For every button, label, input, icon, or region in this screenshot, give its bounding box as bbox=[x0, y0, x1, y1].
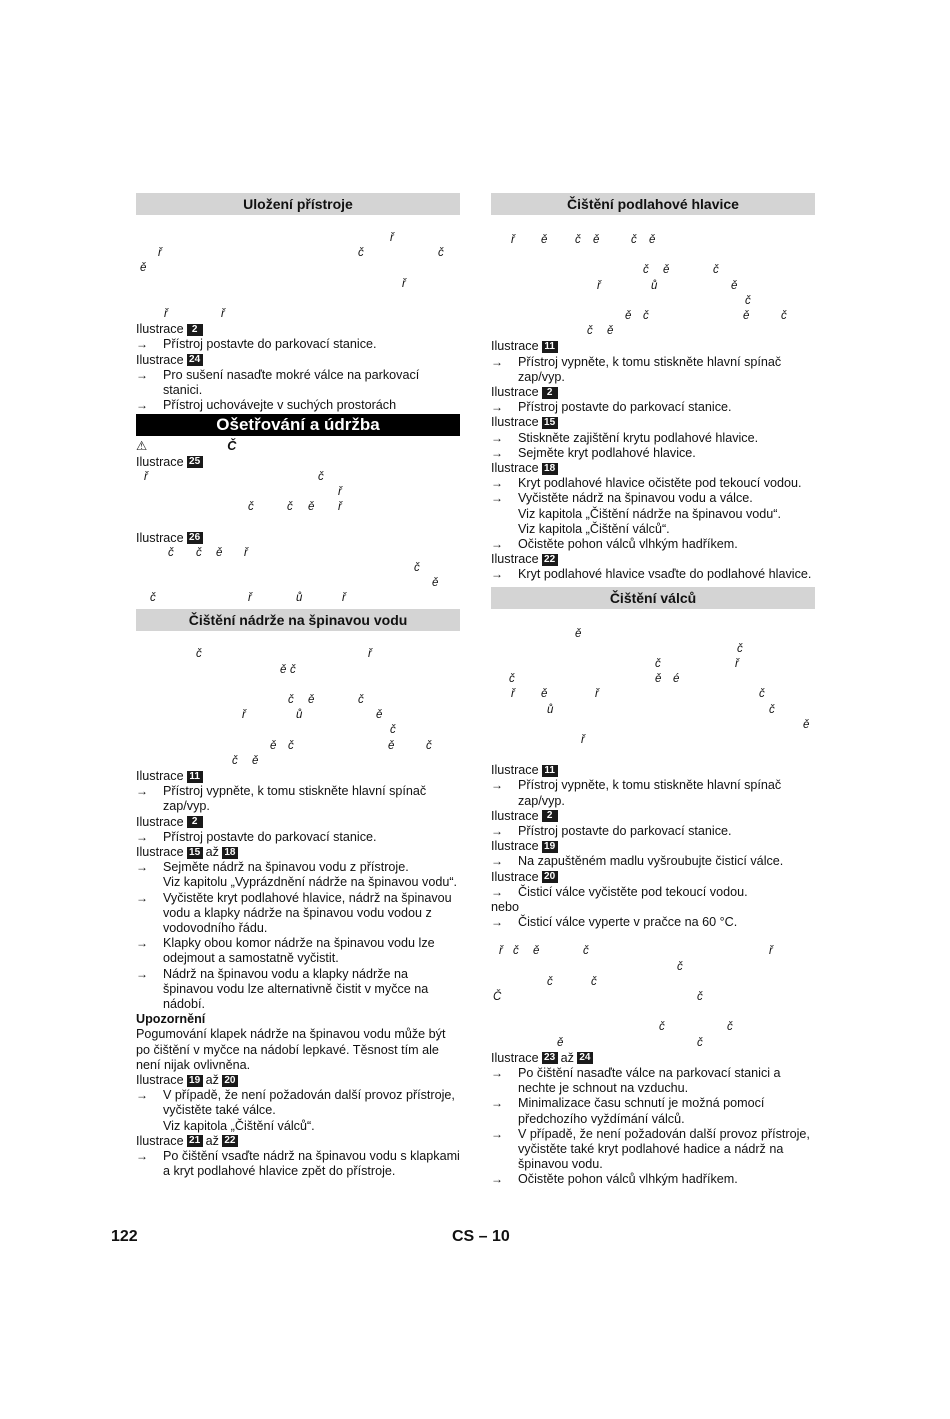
section-title: Uložení přístroje bbox=[136, 193, 460, 215]
garbled-line bbox=[491, 748, 815, 763]
figure-ref: Ilustrace 20 bbox=[491, 870, 815, 885]
figure-ref: Ilustrace 23 až 24 bbox=[491, 1051, 815, 1066]
figure-ref: Ilustrace 11 bbox=[136, 769, 460, 784]
chapter-title: Ošetřování a údržba bbox=[136, 414, 460, 436]
figure-ref: Ilustrace 2 bbox=[136, 815, 460, 830]
step: → Kryt podlahové hlavice očistěte pod tekoucí vodou. bbox=[491, 476, 802, 491]
figure-ref: Ilustrace 25 bbox=[136, 455, 460, 470]
step: → Přístroj vypněte, k tomu stiskněte hlavní spínač zap/vyp. bbox=[491, 354, 782, 384]
garbled-line: č bbox=[737, 642, 743, 655]
garbled-line: ř bbox=[338, 485, 342, 498]
figure-ref: Ilustrace 26 bbox=[136, 531, 460, 546]
step: → Kryt podlahové hlavice vsaďte do podlahové hlavice. bbox=[491, 567, 812, 582]
or-text: nebo bbox=[491, 900, 520, 915]
page-code: CS – 10 bbox=[452, 1228, 510, 1245]
figure-ref: Ilustrace 18 bbox=[491, 461, 815, 476]
figure-ref: Ilustrace 2 bbox=[491, 809, 815, 824]
arrow-icon: → bbox=[491, 884, 503, 899]
garbled-line: ě bbox=[803, 718, 810, 731]
garbled-line: ř č bbox=[144, 470, 324, 483]
step: → Stiskněte zajištění krytu podlahové hlavice. bbox=[491, 430, 759, 445]
garbled-line: ř ů ě bbox=[242, 709, 383, 722]
arrow-icon: → bbox=[136, 966, 148, 981]
step: → Přístroj postavte do parkovací stanice. bbox=[136, 337, 377, 352]
garbled-line bbox=[491, 248, 815, 263]
arrow-icon: → bbox=[491, 854, 503, 869]
arrow-icon: → bbox=[491, 445, 503, 460]
step: → V případě, že není požadován další provoz přístroje, vyčistěte také válce. bbox=[136, 1088, 455, 1118]
right-column bbox=[491, 193, 815, 1188]
garbled-line: ě č bbox=[280, 663, 296, 676]
step: → Na zapuštěném madlu vyšroubujte čisticí válce. bbox=[491, 854, 784, 869]
note-text: Pogumování klapek nádrže na špinavou vodu může být po čištění v myčce na nádobí lepkavé. Těsnost tím ale není nijak ovlivněna. bbox=[136, 1027, 446, 1072]
garbled-line: č bbox=[414, 561, 420, 574]
arrow-icon: → bbox=[136, 1149, 148, 1164]
garbled-line: č č ě ř bbox=[248, 501, 342, 514]
arrow-icon: → bbox=[491, 1096, 503, 1111]
section-title: Čištění podlahové hlavice bbox=[491, 193, 815, 215]
warning-icon: ⚠ bbox=[136, 439, 148, 454]
garbled-line: č č ě ř bbox=[168, 546, 248, 559]
garbled-line: ř č ě č ř bbox=[499, 945, 773, 958]
step: → Přístroj vypněte, k tomu stiskněte hlavní spínač zap/vyp. bbox=[491, 778, 782, 808]
garbled-line: č ř ů ř bbox=[150, 592, 346, 605]
arrow-icon: → bbox=[491, 1172, 503, 1187]
garbled-line: č ě bbox=[232, 754, 259, 767]
step: → Přístroj postavte do parkovací stanice. bbox=[136, 829, 377, 844]
garbled-line: č bbox=[390, 724, 396, 737]
step: → Sejměte kryt podlahové hlavice. bbox=[491, 445, 696, 460]
step: → Přístroj postavte do parkovací stanice. bbox=[491, 824, 732, 839]
section-title: Čištění válců bbox=[491, 587, 815, 609]
left-column bbox=[136, 193, 460, 1179]
figure-ref: Ilustrace 24 bbox=[136, 353, 460, 368]
page-number: 122 bbox=[111, 1228, 138, 1245]
garbled-line: ř bbox=[402, 277, 406, 290]
garbled-line: ě č ě č bbox=[270, 739, 432, 752]
arrow-icon: → bbox=[136, 398, 148, 413]
garbled-line: č ě č bbox=[643, 264, 719, 277]
figure-ref: Ilustrace 11 bbox=[491, 339, 815, 354]
step: → Po čištění nasaďte válce na parkovací stanici a nechte je schnout na vzduchu. bbox=[491, 1066, 781, 1096]
garbled-line bbox=[136, 678, 460, 693]
section-title: Čištění nádrže na špinavou vodu bbox=[136, 609, 460, 631]
figure-ref: Ilustrace 19 až 20 bbox=[136, 1073, 460, 1088]
figure-ref: Ilustrace 2 bbox=[491, 385, 815, 400]
arrow-icon: → bbox=[136, 936, 148, 951]
step: → Nádrž na špinavou vodu a klapky nádrže na špinavou vodu lze alternativně čistit v myčce na nádobí. bbox=[136, 966, 429, 1011]
garbled-line bbox=[491, 1005, 815, 1020]
arrow-icon: → bbox=[491, 491, 503, 506]
arrow-icon: → bbox=[491, 567, 503, 582]
figure-ref: Ilustrace 11 bbox=[491, 763, 815, 778]
arrow-icon: → bbox=[491, 824, 503, 839]
arrow-icon: → bbox=[491, 915, 503, 930]
arrow-icon: → bbox=[136, 860, 148, 875]
step: → Přístroj vypněte, k tomu stiskněte hlavní spínač zap/vyp. bbox=[136, 784, 427, 814]
arrow-icon: → bbox=[136, 367, 148, 382]
garbled-line: č ř bbox=[655, 657, 739, 670]
figure-ref: Ilustrace 15 až 18 bbox=[136, 845, 460, 860]
garbled-line: č č bbox=[659, 1021, 733, 1034]
garbled-line: ř ě ř č bbox=[511, 688, 765, 701]
garbled-line: ř ř bbox=[164, 307, 225, 320]
arrow-icon: → bbox=[491, 476, 503, 491]
arrow-icon: → bbox=[136, 337, 148, 352]
garbled-line: ů č bbox=[547, 703, 775, 716]
garbled-line: č ě é bbox=[509, 673, 680, 686]
garbled-line: ř č č bbox=[158, 247, 444, 260]
step: → Čisticí válce vyčistěte pod tekoucí vodou. bbox=[491, 884, 748, 899]
arrow-icon: → bbox=[491, 430, 503, 445]
arrow-icon: → bbox=[491, 400, 503, 415]
step-note: Viz kapitolu „Vyprázdnění nádrže na špinavou vodu“. bbox=[163, 875, 458, 890]
step: → Vyčistěte nádrž na špinavou vodu a válce. bbox=[491, 491, 753, 506]
figure-ref: Ilustrace 19 bbox=[491, 839, 815, 854]
figure-ref: Ilustrace 22 bbox=[491, 552, 815, 567]
note-title: Upozornění bbox=[136, 1012, 206, 1027]
figure-ref: Ilustrace 21 až 22 bbox=[136, 1134, 460, 1149]
warning-line: ⚠ Č bbox=[136, 439, 237, 454]
step: → Pro sušení nasaďte mokré válce na parkovací stanici. bbox=[136, 367, 420, 397]
garbled-line: č č bbox=[547, 975, 597, 988]
arrow-icon: → bbox=[491, 536, 503, 551]
step: → Sejměte nádrž na špinavou vodu z přístroje. bbox=[136, 860, 409, 875]
step: → Očistěte pohon válců vlhkým hadříkem. bbox=[491, 1172, 738, 1187]
garbled-line: ě bbox=[140, 262, 147, 275]
arrow-icon: → bbox=[136, 1088, 148, 1103]
step-note: Viz kapitola „Čištění nádrže na špinavou vodu“. bbox=[518, 506, 781, 521]
garbled-line: ě č ě č bbox=[625, 309, 787, 322]
arrow-icon: → bbox=[491, 1066, 503, 1080]
garbled-line: č bbox=[677, 960, 683, 973]
step-note: Viz kapitola „Čištění válců“. bbox=[518, 521, 670, 536]
arrow-icon: → bbox=[491, 778, 503, 793]
garbled-line: ě č bbox=[557, 1036, 703, 1049]
arrow-icon: → bbox=[136, 829, 148, 844]
garbled-line: ě bbox=[575, 627, 582, 640]
step: → Přístroj uchovávejte v suchých prostorách bbox=[136, 398, 397, 413]
garbled-line: č ě č bbox=[288, 694, 364, 707]
step: → Čisticí válce vyperte v pračce na 60 °C. bbox=[491, 915, 738, 930]
garbled-line: č ř bbox=[196, 648, 372, 661]
garbled-line: ě bbox=[432, 577, 439, 590]
step: → Klapky obou komor nádrže na špinavou vodu lze odejmout a samostatně vyčistit. bbox=[136, 936, 435, 966]
figure-ref: Ilustrace 2 bbox=[136, 322, 460, 337]
step: → V případě, že není požadován další provoz přístroje, vyčistěte také kryt podlahové hadice a nádrž na špinavou vodu. bbox=[491, 1126, 810, 1172]
step: → Přístroj postavte do parkovací stanice. bbox=[491, 400, 732, 415]
garbled-line: ř bbox=[390, 232, 394, 244]
arrow-icon: → bbox=[136, 784, 148, 799]
garbled-line: č bbox=[745, 294, 751, 307]
arrow-icon: → bbox=[491, 354, 503, 369]
arrow-icon: → bbox=[491, 1126, 503, 1141]
garbled-line bbox=[136, 292, 460, 307]
garbled-line: Č č bbox=[493, 991, 703, 1004]
step: → Vyčistěte kryt podlahové hlavice, nádrž na špinavou vodu a klapky nádrže na špinavou vodu vodou z vodovodního řádu. bbox=[136, 890, 452, 935]
step: → Očistěte pohon válců vlhkým hadříkem. bbox=[491, 536, 738, 551]
garbled-line: ř bbox=[581, 733, 585, 746]
step: → Po čištění vsaďte nádrž na špinavou vodu s klapkami a kryt podlahové hlavice zpět do přístroje. bbox=[136, 1149, 460, 1179]
garbled-line: ř ě č ě č ě bbox=[511, 234, 656, 246]
step-note: Viz kapitola „Čištění válců“. bbox=[163, 1118, 315, 1133]
garbled-line: č ě bbox=[587, 325, 614, 338]
garbled-line: ř ů ě bbox=[597, 279, 738, 292]
figure-ref: Ilustrace 15 bbox=[491, 415, 815, 430]
step: → Minimalizace času schnutí je možná pomocí předchozího vyždímání válců. bbox=[491, 1096, 765, 1126]
arrow-icon: → bbox=[136, 890, 148, 905]
garbled-line bbox=[136, 515, 460, 530]
